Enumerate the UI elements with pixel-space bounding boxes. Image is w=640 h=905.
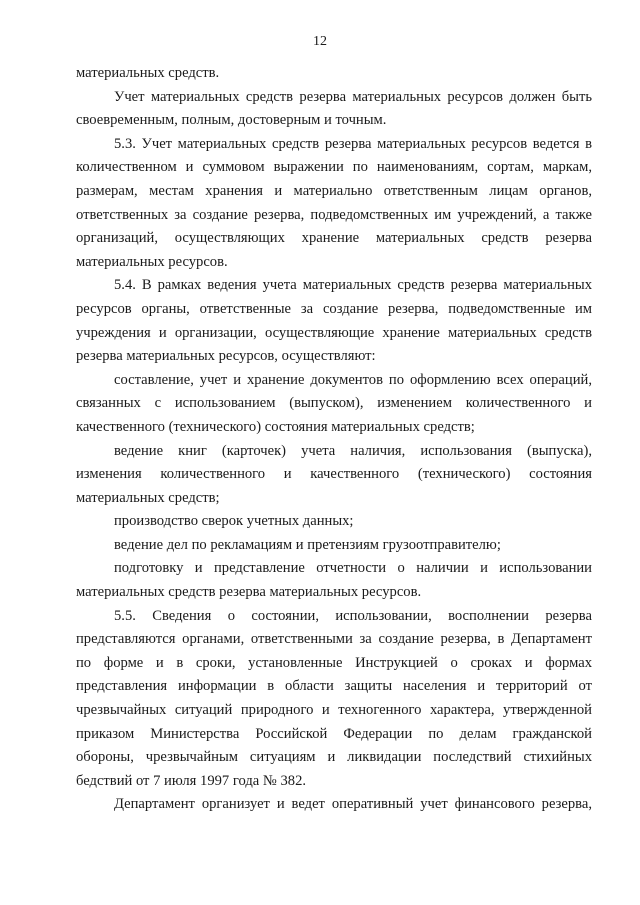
text-line: ведение дел по рекламациям и претензиям грузоотправителю;: [114, 536, 501, 553]
text-line: ведение книг (карточек) учета наличия, использования (выпуска),: [114, 442, 592, 459]
text-line: подготовку и представление отчетности о наличии и использовании: [114, 560, 592, 577]
text-line: ресурсов органы, ответственные за создание резерва, подведомственные им: [76, 300, 592, 317]
text-line: размерам, местам хранения и материально ответственным лицам органов,: [76, 182, 592, 199]
text-line: материальных средств резерва материальных ресурсов.: [76, 584, 422, 601]
page-number: 12: [313, 34, 327, 49]
text-line: 5.4. В рамках ведения учета материальных средств резерва материальных: [114, 277, 592, 294]
text-line: своевременным, полным, достоверным и точным.: [76, 112, 387, 129]
text-line: приказом Министерства Российской Федерации по делам гражданской: [76, 725, 592, 742]
text-line: представления информации в области защиты населения и территорий от: [76, 678, 592, 695]
text-line: материальных средств;: [76, 489, 220, 506]
text-line: 5.3. Учет материальных средств резерва материальных ресурсов ведется в: [114, 135, 592, 152]
text-line: чрезвычайных ситуаций природного и техногенного характера, утвержденной: [76, 702, 592, 719]
text-line: по форме и в сроки, установленные Инструкцией о сроках и формах: [76, 654, 592, 671]
text-line: организаций, осуществляющих хранение материальных средств резерва: [76, 230, 592, 247]
text-line: Учет материальных средств резерва материальных ресурсов должен быть: [114, 88, 592, 105]
text-line: изменения количественного и качественного (технического) состояния: [76, 466, 592, 483]
text-line: учреждения и организации, осуществляющие хранение материальных средств: [76, 324, 592, 341]
text-line: составление, учет и хранение документов по оформлению всех операций,: [114, 371, 592, 388]
text-line: Департамент организует и ведет оперативный учет финансового резерва,: [114, 796, 592, 813]
text-line: материальных средств.: [76, 65, 220, 81]
text-line: количественном и суммовом выражении по наименованиям, сортам, маркам,: [76, 159, 592, 176]
text-line: качественного (технического) состояния материальных средств;: [76, 418, 475, 435]
text-line: связанных с использованием (выпуском), изменением количественного и: [76, 395, 592, 412]
text-line: 5.5. Сведения о состоянии, использовании, восполнении резерва: [114, 607, 592, 624]
text-line: материальных ресурсов.: [76, 253, 228, 270]
document-body: [76, 62, 592, 817]
text-line: представляются органами, ответственными за создание резерва, в Департамент: [76, 631, 592, 648]
text-line: ответственных за создание резерва, подведомственных им учреждений, а также: [76, 206, 592, 223]
text-line: бедствий от 7 июля 1997 года № 382.: [76, 772, 307, 789]
text-line: обороны, чрезвычайным ситуациям и ликвидации последствий стихийных: [76, 749, 592, 766]
text-line: резерва материальных ресурсов, осуществляют:: [76, 348, 376, 365]
text-line: производство сверок учетных данных;: [114, 513, 354, 530]
